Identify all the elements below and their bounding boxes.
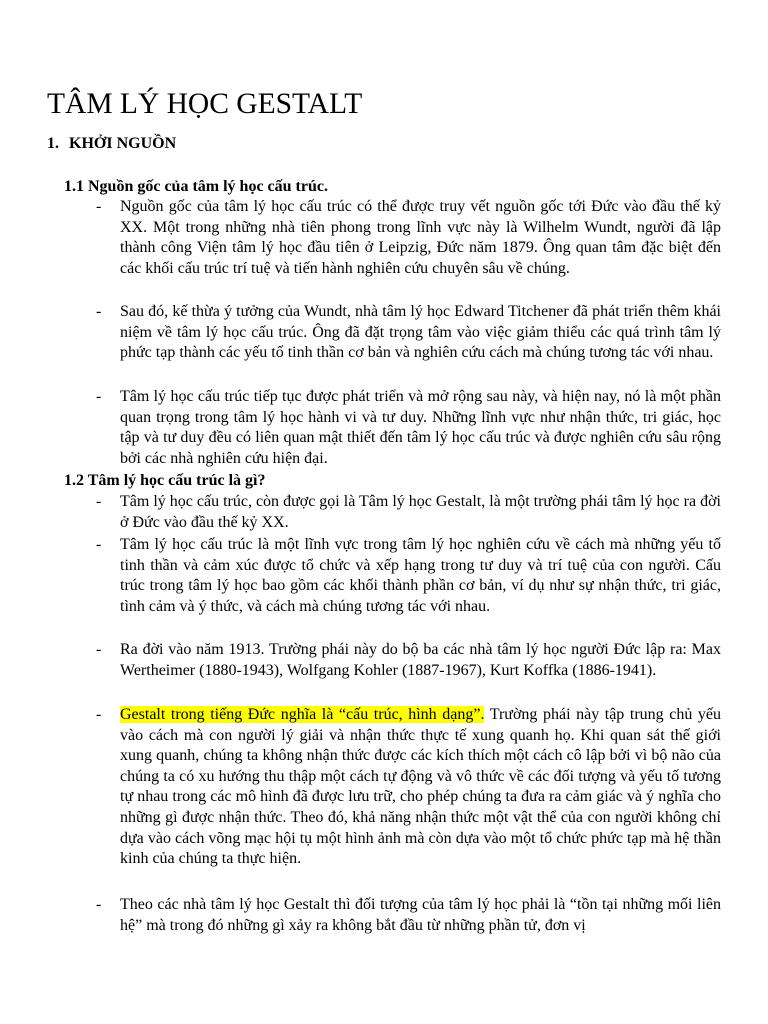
section-1-heading xyxy=(47,134,176,154)
section-1-title: KHỞI NGUỒN xyxy=(69,135,177,152)
bullet-marker: - xyxy=(96,536,102,553)
document-title: TÂM LÝ HỌC GESTALT xyxy=(47,88,363,120)
list-item-text: Theo các nhà tâm lý học Gestalt thì đối tượng của tâm lý học phải là “tồn tại những mối liên hệ” mà trong đó những gì xảy ra không bắt đầu từ những phần tử, đơn vị xyxy=(120,896,721,934)
bullet-marker: - xyxy=(96,303,102,320)
bullet-marker: - xyxy=(96,198,102,215)
bullet-marker: - xyxy=(96,706,102,723)
list-item-text: Tâm lý học cấu trúc, còn được gọi là Tâm lý học Gestalt, là một trường phái tâm lý học ra đời ở Đức vào đầu thế kỷ XX. xyxy=(120,493,721,531)
bullet-marker: - xyxy=(96,896,102,913)
bullet-marker: - xyxy=(96,493,102,510)
bullet-marker: - xyxy=(96,641,102,658)
list-item-text: Sau đó, kế thừa ý tưởng của Wundt, nhà tâm lý học Edward Titchener đã phát triển thêm khái niệm về tâm lý học cấu trúc. Ông đã đặt trọng tâm vào việc giảm thiểu các quá trình tâm lý phức tạp thành các yếu tố tinh thần cơ bản và nghiên cứu cách mà chúng tương tác với nhau. xyxy=(120,303,721,362)
list-item-text: Tâm lý học cấu trúc tiếp tục được phát triển và mở rộng sau này, và hiện nay, nó là một phần quan trọng trong tâm lý học hành vi và tư duy. Những lĩnh vực như nhận thức, tri giác, học tập và tư duy đều có liên quan mật thiết đến tâm lý học cấu trúc và được nghiên cứu sâu rộng bởi các nhà nghiên cứu hiện đại. xyxy=(120,388,721,467)
subsection-1-1-heading: 1.1 Nguồn gốc của tâm lý học cấu trúc. xyxy=(64,178,328,195)
bullet-marker: - xyxy=(96,388,102,405)
subsection-1-2-heading: 1.2 Tâm lý học cấu trúc là gì? xyxy=(64,472,266,489)
section-1-number: 1. xyxy=(47,135,59,152)
list-item-text xyxy=(120,705,721,870)
list-item-text: Nguồn gốc của tâm lý học cấu trúc có thể được truy vết nguồn gốc tới Đức vào đầu thế kỷ XX. Một trong những nhà tiên phong trong lĩnh vực này là Wilhelm Wundt, người đã lập thành công Viện tâm lý học đầu tiên ở Leipzig, Đức năm 1879. Ông quan tâm đặc biệt đến các khối cấu trúc trí tuệ và tiến hành nghiên cứu chuyên sâu về chúng. xyxy=(120,198,721,277)
list-item-text: Ra đời vào năm 1913. Trường phái này do bộ ba các nhà tâm lý học người Đức lập ra: Max Wertheimer (1880-1943), Wolfgang Kohler (1887-1967), Kurt Koffka (1886-1941). xyxy=(120,641,721,679)
highlighted-text: Gestalt trong tiếng Đức nghĩa là “cấu trúc, hình dạng”. xyxy=(120,706,485,723)
list-item-text-rest: Trường phái này tập trung chủ yếu vào cách mà con người lý giải và nhận thức thực tế xung quanh họ. Khi quan sát thế giới xung quanh, chúng ta không nhận thức được các kích thích một cách cô lập bởi vì bộ não của chúng ta có xu hướng thu thập một cách tự động và vô thức về các đối tượng và yếu tố tương tự nhau trong các mô hình đã được lưu trữ, cho phép chúng ta đưa ra cảm giác và ý nghĩa cho những gì được nhận thức. Theo đó, khả năng nhận thức một vật thể của con người không chỉ dựa vào cách võng mạc hội tụ một hình ảnh mà còn dựa vào một tổ chức phức tạp mà hệ thần kinh của chúng ta thực hiện. xyxy=(120,706,721,868)
list-item-text: Tâm lý học cấu trúc là một lĩnh vực trong tâm lý học nghiên cứu về cách mà những yếu tố tinh thần và cảm xúc được tổ chức và xếp hạng trong tư duy và trí tuệ của con người. Cấu trúc trong tâm lý học bao gồm các khối thành phần cơ bản, ví dụ như sự nhận thức, tri giác, tình cảm và ý thức, và cách mà chúng tương tác với nhau. xyxy=(120,536,721,615)
